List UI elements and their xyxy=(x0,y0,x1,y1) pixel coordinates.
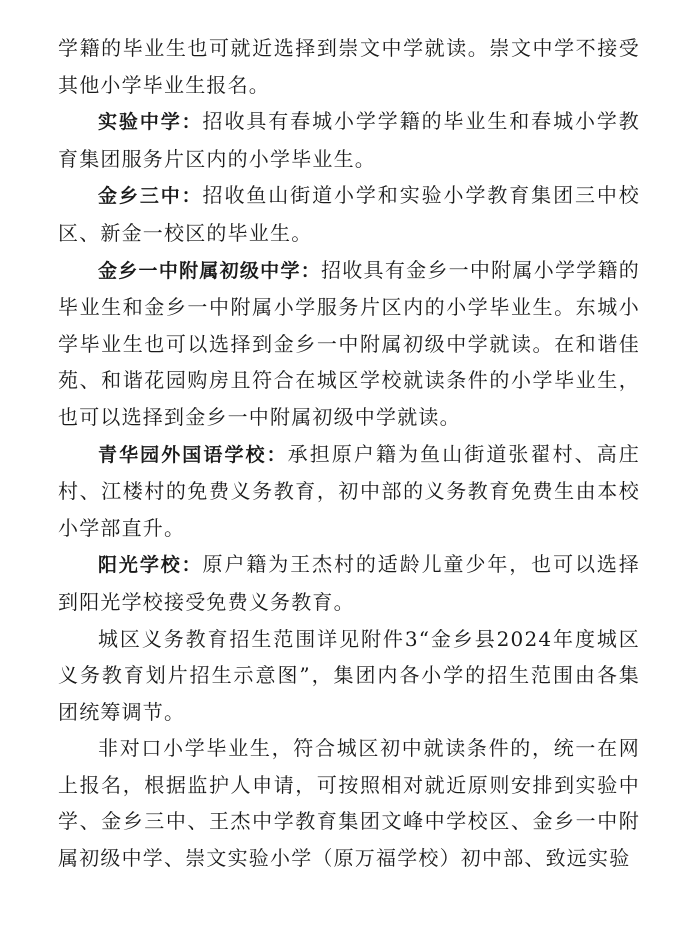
paragraph-text: 招收具有春城小学学籍的毕业生和春城小学教育集团服务片区内的小学毕业生。 xyxy=(58,109,640,171)
paragraph-text: 招收鱼山街道小学和实验小学教育集团三中校区、新金一校区的毕业生。 xyxy=(58,183,640,245)
paragraph-text: 学籍的毕业生也可就近选择到崇文中学就读。崇文中学不接受其他小学毕业生报名。 xyxy=(58,36,640,97)
paragraph-qinghuayuan-school xyxy=(58,436,640,547)
school-name-label: 金乡一中附属初级中学： xyxy=(98,259,321,282)
paragraph-non-matched-graduates xyxy=(58,730,640,876)
school-name-label: 金乡三中： xyxy=(98,185,203,208)
paragraph-yangguang-school xyxy=(58,546,640,620)
paragraph-jinxiang-first-affiliated xyxy=(58,252,640,436)
paragraph-continuation xyxy=(58,30,640,103)
school-name-label: 青华园外国语学校： xyxy=(98,443,288,466)
paragraph-shiyan-middle-school xyxy=(58,103,640,177)
paragraph-text: 承担原户籍为鱼山街道张翟村、高庄村、江楼村的免费义务教育，初中部的义务教育免费生由本校小学部直升。 xyxy=(58,441,640,540)
paragraph-jinxiang-third-middle xyxy=(58,177,640,251)
school-name-label: 阳光学校： xyxy=(98,554,203,577)
paragraph-enrollment-scope xyxy=(58,621,640,731)
paragraph-text: 城区义务教育招生范围详见附件3“金乡县2024年度城区义务教育划片招生示意图”，集团内各小学的招生范围由各集团统筹调节。 xyxy=(58,626,640,724)
document-body xyxy=(58,30,640,877)
paragraph-text: 招收具有金乡一中附属小学学籍的毕业生和金乡一中附属小学服务片区内的小学毕业生。东城小学毕业生也可以选择到金乡一中附属初级中学就读。在和谐佳苑、和谐花园购房且符合在城区学校就读条件的小学毕业生，也可以选择到金乡一中附属初级中学就读。 xyxy=(58,257,641,429)
paragraph-text: 非对口小学毕业生，符合城区初中就读条件的，统一在网上报名，根据监护人申请，可按照相对就近原则安排到实验中学、金乡三中、王杰中学教育集团文峰中学校区、金乡一中附属初级中学、崇文实验小学（原万福学校）初中部、致远实验 xyxy=(58,736,640,871)
school-name-label: 实验中学： xyxy=(98,111,203,134)
paragraph-text: 原户籍为王杰村的适龄儿童少年，也可以选择到阳光学校接受免费义务教育。 xyxy=(58,552,640,614)
